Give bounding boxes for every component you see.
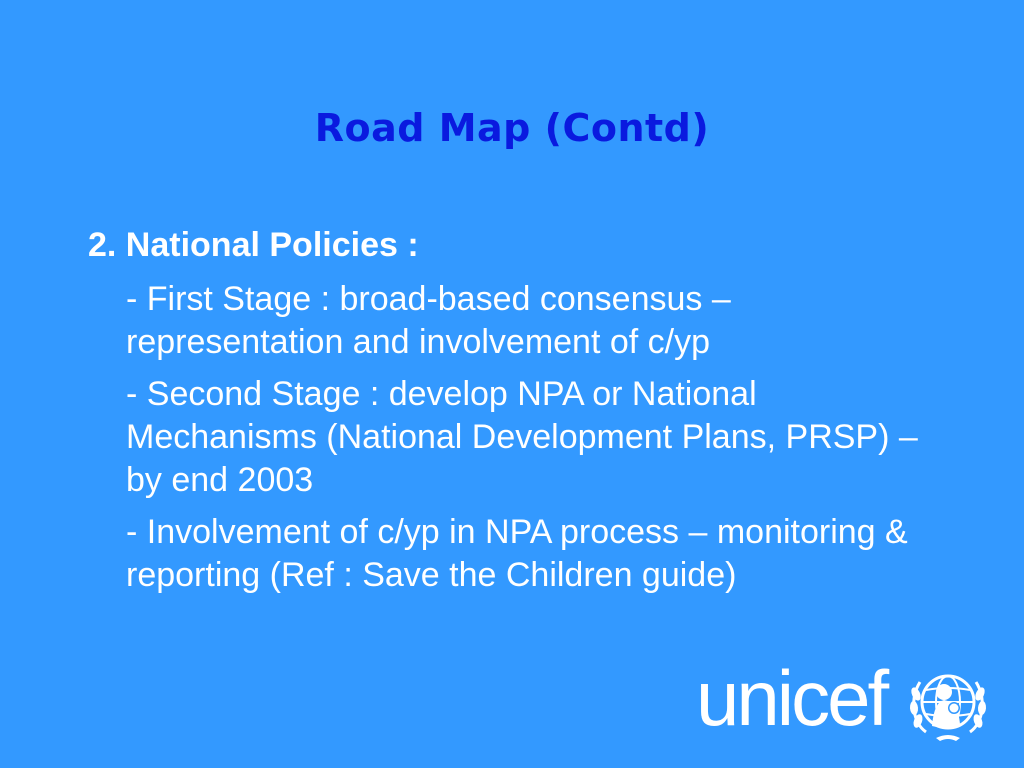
- section-heading: 2. National Policies :: [88, 226, 419, 264]
- unicef-wordmark: unicef: [696, 654, 887, 742]
- bullet-first-stage: - First Stage : broad-based consensus – representation and involvement of c/yp: [126, 280, 731, 361]
- unicef-emblem-icon: [906, 664, 990, 744]
- bullet-involvement: - Involvement of c/yp in NPA process – monitoring & reporting (Ref : Save the Children guide): [126, 513, 908, 594]
- unicef-logo: [696, 654, 996, 744]
- bullet-second-stage: - Second Stage : develop NPA or National Mechanisms (National Development Plans, PRSP) – by end 2003: [126, 375, 918, 499]
- slide-title: Road Map (Contd): [314, 106, 710, 150]
